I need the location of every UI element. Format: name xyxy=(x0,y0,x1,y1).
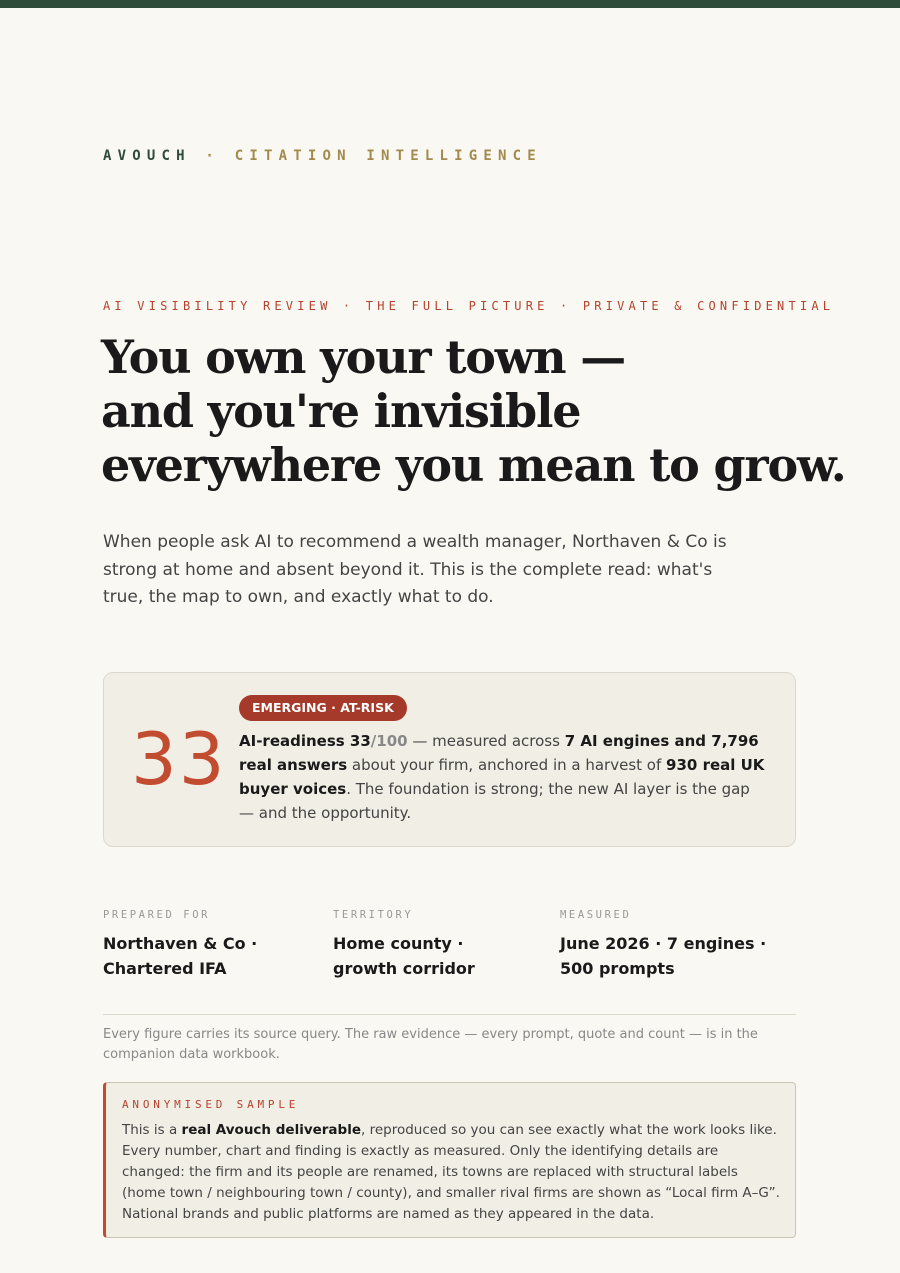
source-note: Every figure carries its source query. The raw evidence — every prompt, quote and count — is in the companion data workbook. xyxy=(103,1027,758,1062)
meta-prepared-for xyxy=(103,909,293,981)
meta-measured xyxy=(560,909,796,981)
sample-label: ANONYMISED SAMPLE xyxy=(122,1098,300,1111)
meta-value: Home county · growth corridor xyxy=(333,934,475,978)
anonymised-sample-notice xyxy=(103,1082,796,1238)
score-label: AI-readiness 33 xyxy=(239,732,371,750)
sample-bold: real Avouch deliverable xyxy=(181,1122,361,1138)
sample-text-2: , reproduced so you can see exactly what the work looks like. Every number, chart and finding is exactly as measured. Only the identifying details are changed: the firm and its people are renamed, its towns are replaced with structural labels (home town / neighbouring town / county), and smaller rival firms are shown as “Local firm A–G”. National brands and public platforms are named as they appeared in the data. xyxy=(122,1122,780,1222)
meta-value: Northaven & Co · Chartered IFA xyxy=(103,934,258,978)
score-summary xyxy=(239,729,769,825)
report-kicker: AI VISIBILITY REVIEW · THE FULL PICTURE · PRIVATE & CONFIDENTIAL xyxy=(103,299,835,313)
score-max: /100 xyxy=(370,732,408,750)
brand-name: AVOUCH xyxy=(103,148,191,164)
meta-label: MEASURED xyxy=(560,909,632,921)
brand-header xyxy=(103,148,542,164)
readiness-score: 33 xyxy=(131,717,227,801)
title-line-1: You own your town — xyxy=(101,330,626,384)
top-accent-bar xyxy=(0,0,900,8)
brand-separator: · xyxy=(205,148,221,164)
page-title xyxy=(101,330,846,492)
score-bold-2: 930 real UK buyer voices xyxy=(239,756,765,798)
divider xyxy=(103,1014,796,1015)
sample-text xyxy=(122,1120,782,1225)
score-card xyxy=(103,672,796,847)
title-line-2: and you're invisible xyxy=(101,384,581,438)
intro-paragraph: When people ask AI to recommend a wealth manager, Northaven & Co is strong at home and absent beyond it. This is the complete read: what's true, the map to own, and exactly what to do. xyxy=(103,532,727,607)
score-text-3: . The foundation is strong; the new AI layer is the gap — and the opportunity. xyxy=(239,780,750,822)
meta-label: PREPARED FOR xyxy=(103,909,211,921)
score-text-2: about your firm, anchored in a harvest of xyxy=(347,756,667,774)
meta-label: TERRITORY xyxy=(333,909,414,921)
score-text-1: — measured across xyxy=(407,732,565,750)
score-bold-1: 7 AI engines and 7,796 real answers xyxy=(239,732,759,774)
meta-territory xyxy=(333,909,533,981)
brand-product: CITATION INTELLIGENCE xyxy=(234,148,542,164)
title-line-3: everywhere you mean to grow. xyxy=(101,438,846,492)
meta-value: June 2026 · 7 engines · 500 prompts xyxy=(560,934,767,978)
status-badge: EMERGING · AT-RISK xyxy=(239,695,407,721)
sample-text-1: This is a xyxy=(122,1122,182,1138)
